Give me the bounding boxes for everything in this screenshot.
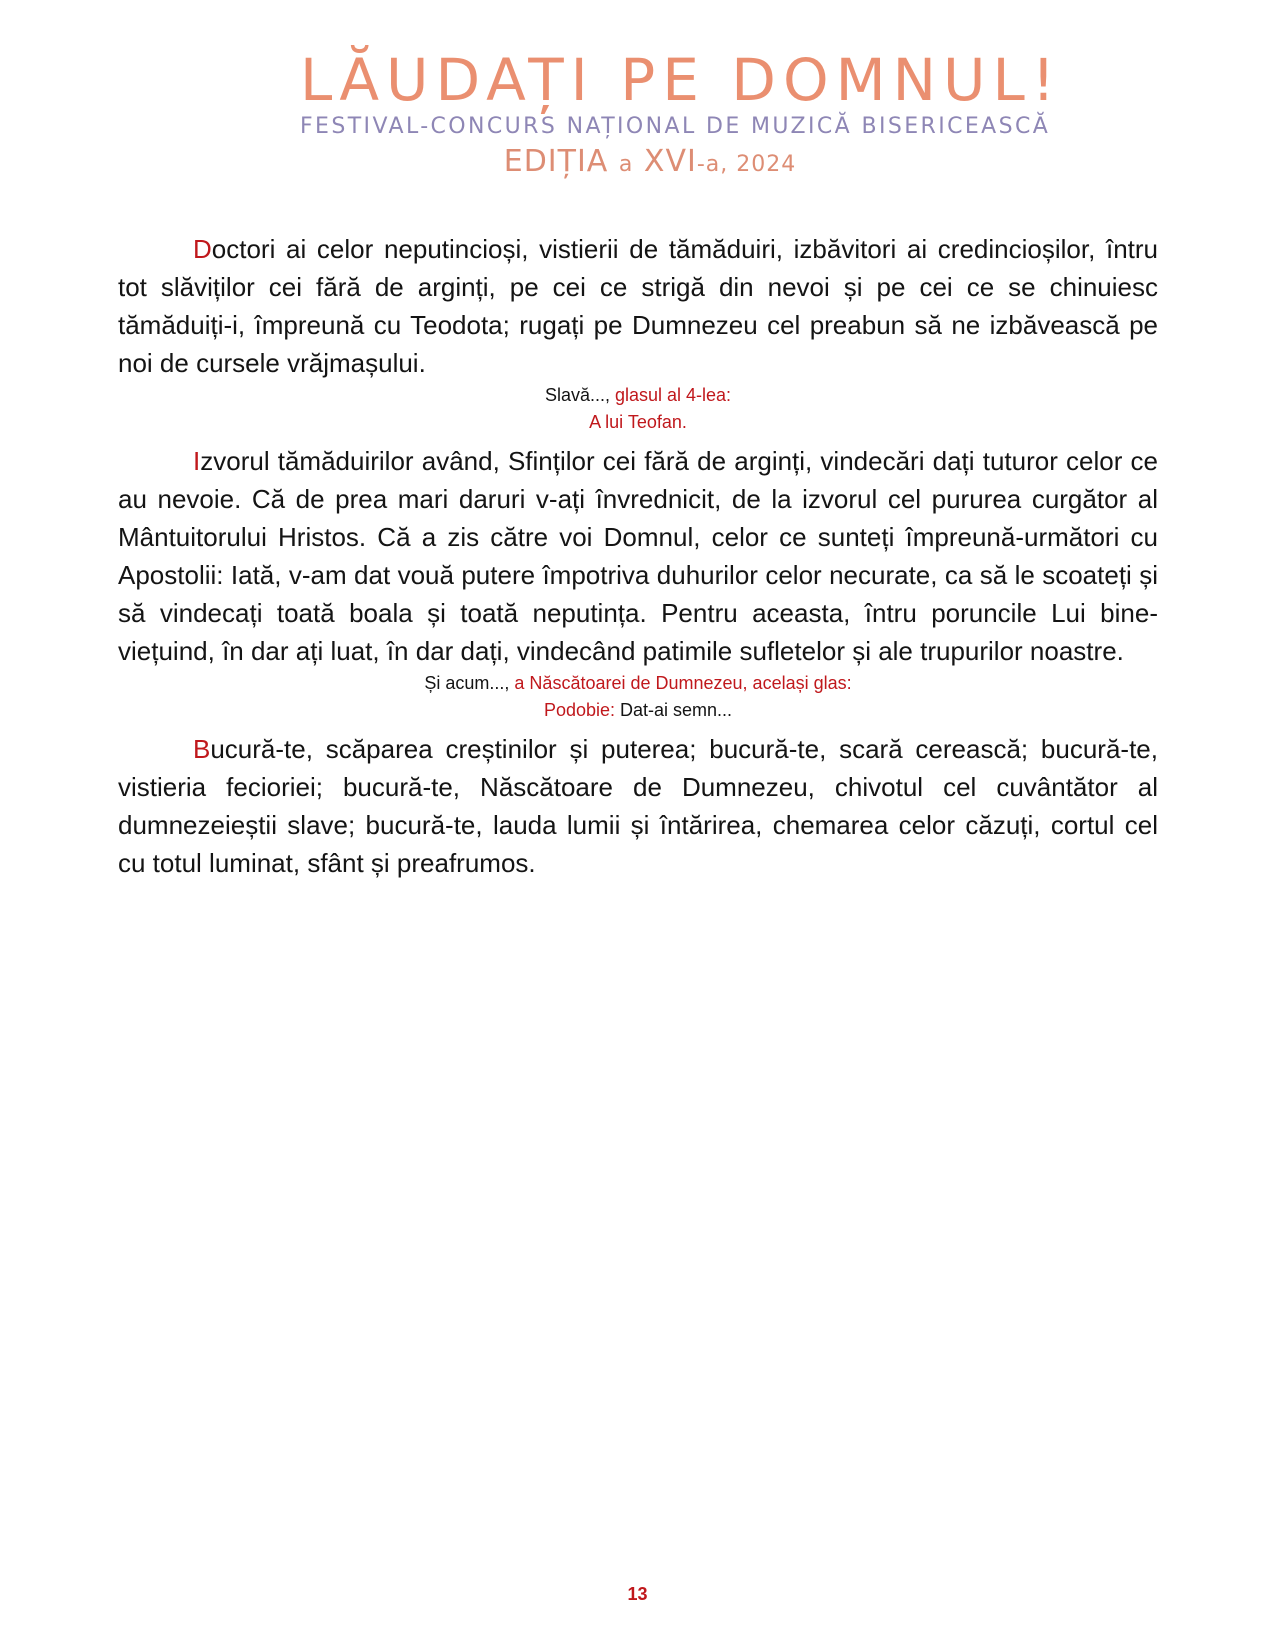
rubric-red-text: a Născătoarei de Dumnezeu, același glas: [514, 673, 852, 693]
edition-suffix: -a, 2024 [696, 152, 797, 177]
initial-letter: D [193, 234, 212, 264]
paragraph-text: ucură-te, scăparea creștinilor și puterea; bucură-te, scară cerească; bucură-te, vistieria fecioriei; bucură-te, Născătoare de Dumnezeu, chivotul cel cuvântător al dumnezeieștii slave; bucură-te, lauda lumii și întărirea, chemarea celor căzuți, cortul cel cu totul luminat, sfânt și preafrumos. [118, 734, 1158, 878]
initial-letter: B [193, 734, 211, 764]
edition-word: EDIȚIA [503, 144, 609, 179]
hymn-paragraph-3 [118, 730, 1158, 882]
paragraph-text: octori ai celor neputincioși, vistierii de tămăduiri, izbăvitori ai credincioșilor, întru tot slăviților cei fără de arginți, pe cei ce strigă din nevoi și pe cei ce se chinuiesc tămăduiți-i, împreună cu Teodota; rugați pe Dumnezeu cel preabun să ne izbăvească pe noi de cursele vrăjmașului. [118, 234, 1158, 378]
header-title: LĂUDAȚI PE DOMNUL! [300, 46, 1063, 114]
edition-a: a [618, 152, 634, 177]
hymn-paragraph-1 [118, 230, 1158, 382]
header-edition [300, 142, 1000, 185]
hymn-paragraph-2 [118, 442, 1158, 670]
rubric-black-text: Slavă..., [544, 385, 615, 405]
rubric-si-acum [118, 670, 1158, 697]
rubric-slava [118, 382, 1158, 409]
page-number: 13 [627, 1584, 648, 1604]
rubric-red-text: Podobie: [543, 700, 620, 720]
edition-roman: XVI [643, 144, 697, 179]
rubric-black-text: Și acum..., [424, 673, 515, 693]
page-header [300, 46, 1063, 185]
rubric-podobie [118, 697, 1158, 724]
initial-letter: I [193, 446, 201, 476]
header-subtitle: FESTIVAL-CONCURS NAȚIONAL DE MUZICĂ BISERICEASCĂ [300, 114, 1051, 139]
rubric-author [118, 409, 1158, 436]
document-body [118, 230, 1158, 882]
rubric-red-text: glasul al 4-lea: [614, 385, 732, 405]
rubric-red-text: A lui Teofan. [589, 412, 687, 432]
paragraph-text: zvorul tămăduirilor având, Sfinților cei fără de arginți, vindecări dați tuturor celor ce au nevoie. Că de prea mari daruri v-ați învrednicit, de la izvorul cel pururea curgător al Mântuitorului Hristos. Că a zis către voi Domnul, celor ce sunteți împreună-următori cu Apostolii: Iată, v-am dat vouă putere împotriva duhurilor celor necurate, ca să le scoateți și să vindecați toată boala și toată neputința. Pentru aceasta, întru poruncile Lui bine-viețuind, în dar ați luat, în dar dați, vindecând patimile sufletelor și ale trupurilor noastre. [118, 446, 1158, 666]
rubric-black-text: Dat-ai semn... [620, 700, 733, 720]
